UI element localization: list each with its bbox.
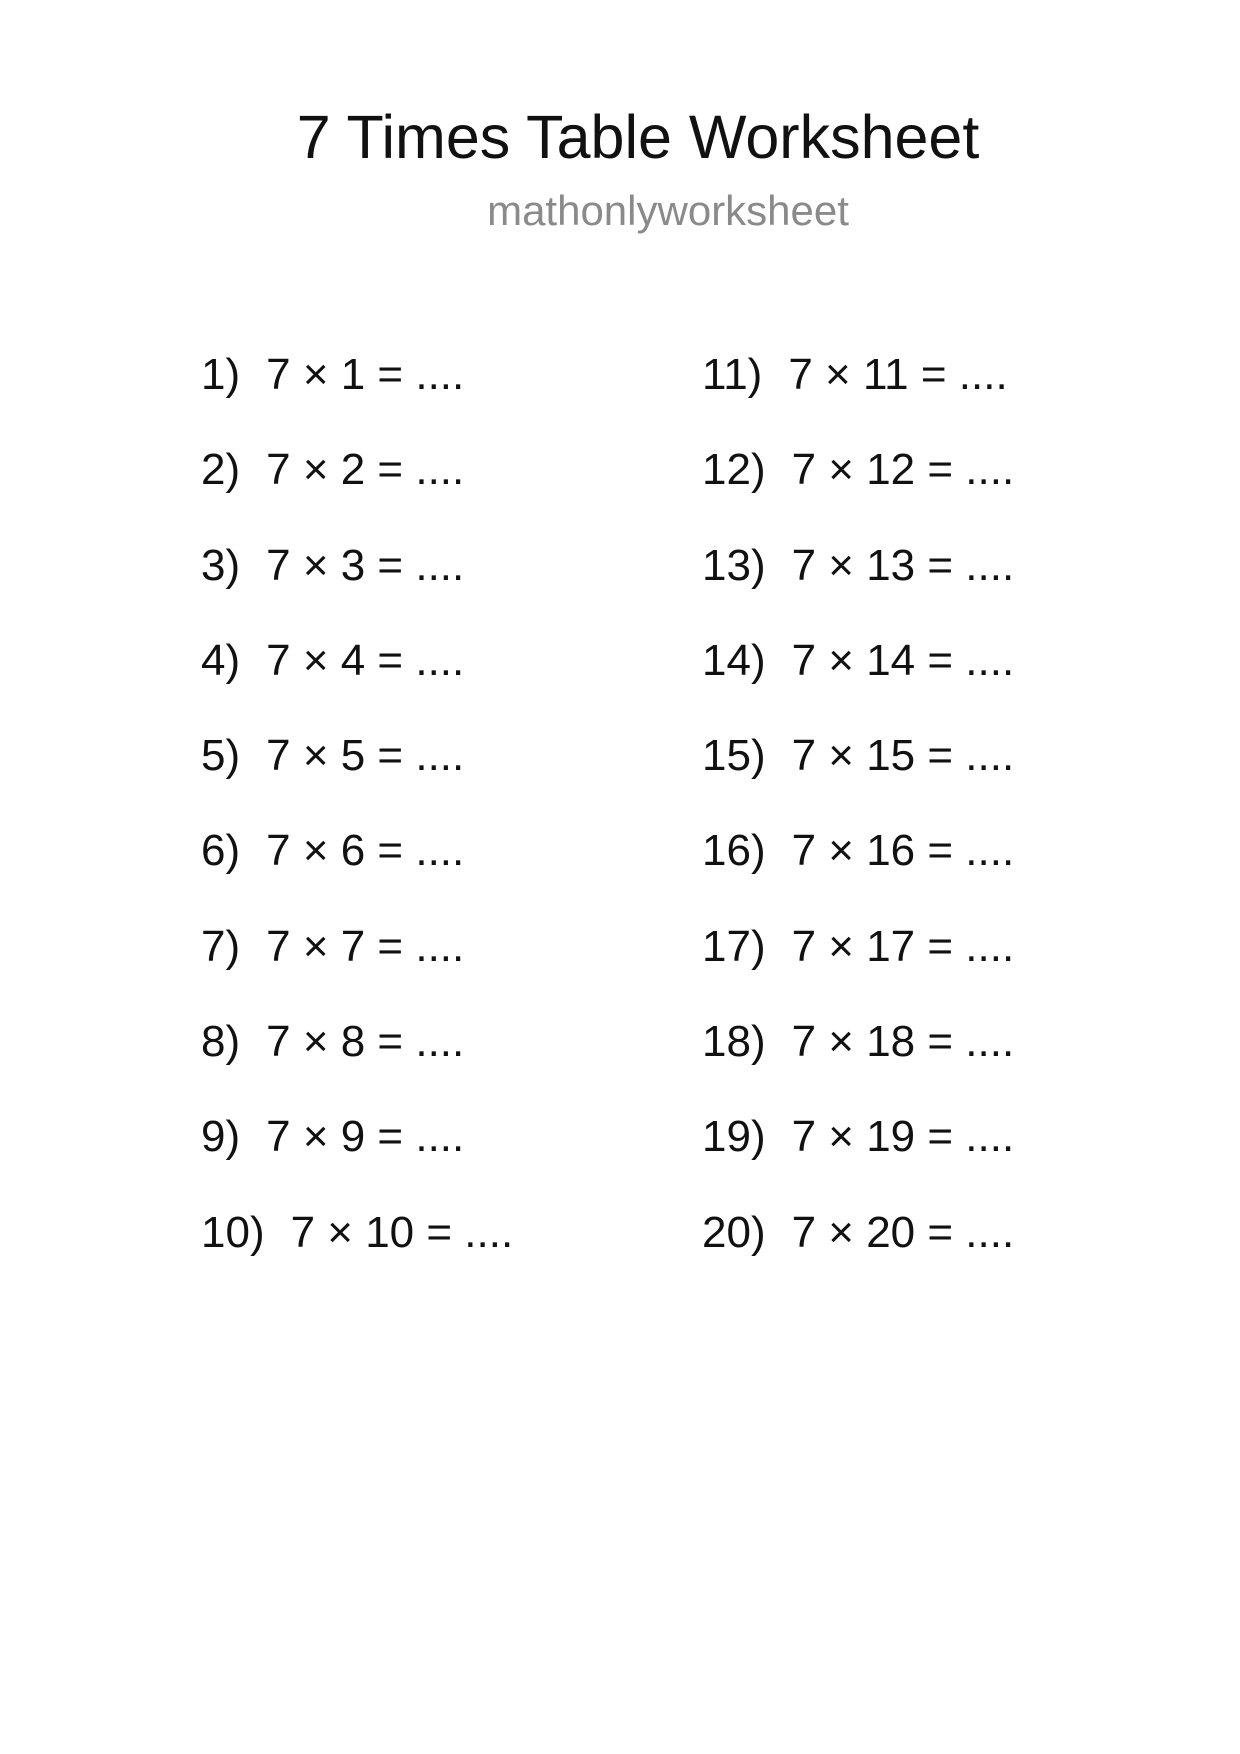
problem-item xyxy=(201,728,513,823)
problem-number: 2) xyxy=(201,445,241,495)
problem-expression: 7 × 9 = .... xyxy=(266,1112,465,1162)
problem-expression: 7 × 10 = .... xyxy=(290,1207,514,1257)
problem-item xyxy=(201,347,513,442)
problem-number: 8) xyxy=(201,1017,241,1067)
problem-item xyxy=(702,823,1014,918)
problem-number: 15) xyxy=(702,731,766,781)
problem-number: 20) xyxy=(702,1207,766,1257)
problem-expression: 7 × 2 = .... xyxy=(266,445,465,495)
problem-number: 13) xyxy=(702,540,766,590)
problem-expression: 7 × 12 = .... xyxy=(791,445,1015,495)
problem-number: 6) xyxy=(201,826,241,876)
problem-expression: 7 × 14 = .... xyxy=(791,635,1015,685)
problem-expression: 7 × 1 = .... xyxy=(266,350,465,399)
problem-expression: 7 × 11 = .... xyxy=(788,350,1008,399)
problem-number: 14) xyxy=(702,635,766,685)
problem-number: 7) xyxy=(201,921,241,971)
problem-expression: 7 × 17 = .... xyxy=(791,921,1015,971)
worksheet-title: 7 Times Table Worksheet xyxy=(296,103,980,171)
problem-item xyxy=(702,919,1014,1014)
problem-item xyxy=(201,1014,513,1109)
problems-column-right xyxy=(702,347,1014,1300)
problem-number: 1) xyxy=(201,350,241,399)
problem-number: 19) xyxy=(702,1112,766,1162)
problem-expression: 7 × 6 = .... xyxy=(266,826,465,876)
problem-expression: 7 × 18 = .... xyxy=(791,1017,1015,1067)
problem-expression: 7 × 5 = .... xyxy=(266,731,465,781)
problem-item xyxy=(702,1014,1014,1109)
problem-expression: 7 × 8 = .... xyxy=(266,1017,465,1067)
problems-column-left xyxy=(201,347,513,1300)
problem-item xyxy=(201,633,513,728)
problem-number: 3) xyxy=(201,540,241,590)
problem-number: 12) xyxy=(702,445,766,495)
problem-number: 10) xyxy=(201,1207,265,1257)
problem-item xyxy=(201,538,513,633)
problem-expression: 7 × 3 = .... xyxy=(266,540,465,590)
problem-item xyxy=(702,538,1014,633)
problem-expression: 7 × 13 = .... xyxy=(791,540,1015,590)
worksheet-subtitle: mathonlyworksheet xyxy=(487,187,849,234)
problem-number: 9) xyxy=(201,1112,241,1162)
problem-expression: 7 × 16 = .... xyxy=(791,826,1015,876)
problem-number: 4) xyxy=(201,635,241,685)
problem-item xyxy=(702,1109,1014,1204)
problem-expression: 7 × 4 = .... xyxy=(266,635,465,685)
problem-item xyxy=(702,1205,1014,1300)
problem-item xyxy=(201,823,513,918)
problem-number: 16) xyxy=(702,826,766,876)
problem-item xyxy=(201,1109,513,1204)
problem-expression: 7 × 7 = .... xyxy=(266,921,465,971)
problem-item xyxy=(702,633,1014,728)
problem-item xyxy=(702,728,1014,823)
problem-number: 5) xyxy=(201,731,241,781)
problem-item xyxy=(702,442,1014,537)
problem-number: 18) xyxy=(702,1017,766,1067)
problem-expression: 7 × 20 = .... xyxy=(791,1207,1015,1257)
problem-item xyxy=(201,919,513,1014)
problem-number: 17) xyxy=(702,921,766,971)
problem-item xyxy=(201,1205,513,1300)
problem-number: 11) xyxy=(702,350,763,399)
problem-expression: 7 × 15 = .... xyxy=(791,731,1015,781)
problem-item xyxy=(702,347,1014,442)
problem-expression: 7 × 19 = .... xyxy=(791,1112,1015,1162)
problem-item xyxy=(201,442,513,537)
